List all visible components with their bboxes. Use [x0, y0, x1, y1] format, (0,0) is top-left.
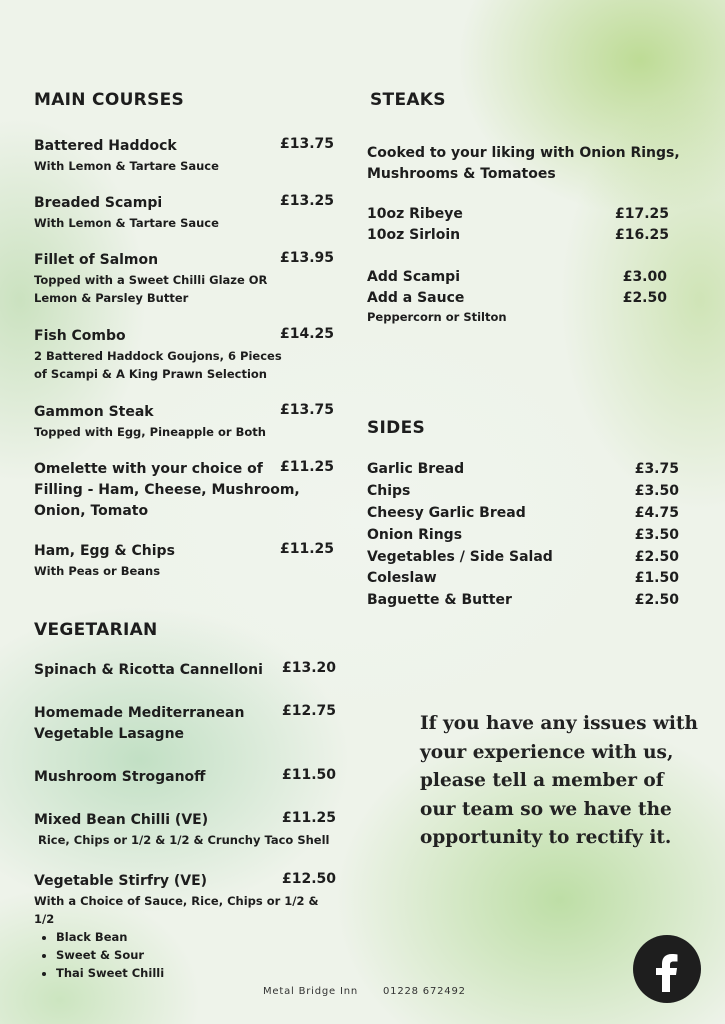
side-name: Coleslaw — [367, 570, 437, 586]
dish-price: £13.95 — [279, 250, 334, 266]
dish-name: Battered Haddock — [34, 138, 177, 154]
side-price: £3.50 — [634, 483, 679, 499]
dish-name: Gammon Steak — [34, 404, 154, 420]
dish-name: Homemade Mediterranean Vegetable Lasagne — [34, 705, 245, 742]
phone-number: 01228 672492 — [383, 986, 466, 997]
extra-name: Add Scampi — [367, 269, 460, 285]
extra-price: £2.50 — [622, 290, 667, 306]
dish-name: Fish Combo — [34, 328, 126, 344]
sauce-note: Peppercorn or Stilton — [367, 310, 507, 324]
menu-item-gammon-steak — [34, 402, 334, 441]
steaks-heading: STEAKS — [370, 90, 446, 110]
dish-name: Omelette with your choice of Filling - Ham, Cheese, Mushroom, Onion, Tomato — [34, 461, 300, 519]
side-name: Vegetables / Side Salad — [367, 549, 553, 565]
dish-price: £14.25 — [279, 326, 334, 342]
side-price: £4.75 — [634, 505, 679, 521]
dish-name: Mushroom Stroganoff — [34, 769, 206, 785]
dish-description: With Lemon & Tartare Sauce — [34, 216, 219, 230]
dish-description: With a Choice of Sauce, Rice, Chips or 1/2 & 1/2 — [34, 894, 319, 926]
main-courses-heading: MAIN COURSES — [34, 90, 185, 110]
facebook-glyph — [650, 946, 684, 992]
list-item: • Sweet & Sour — [56, 946, 336, 964]
dish-description: Rice, Chips or 1/2 & 1/2 & Crunchy Taco Shell — [34, 833, 330, 847]
menu-item-ham-egg-chips — [34, 541, 334, 580]
dish-price: £11.25 — [279, 541, 334, 557]
dish-name: Spinach & Ricotta Cannelloni — [34, 662, 263, 678]
side-price: £3.50 — [634, 527, 679, 543]
dish-name: Vegetable Stirfry (VE) — [34, 873, 208, 889]
dish-name: Ham, Egg & Chips — [34, 543, 175, 559]
side-name: Onion Rings — [367, 527, 463, 543]
venue-name: Metal Bridge Inn — [263, 986, 358, 997]
dish-price: £11.50 — [281, 767, 336, 783]
dish-price: £13.75 — [279, 136, 334, 152]
list-item: • Thai Sweet Chilli — [56, 964, 336, 982]
menu-item-battered-haddock — [34, 136, 334, 175]
facebook-icon[interactable] — [633, 935, 701, 1003]
dish-name: Fillet of Salmon — [34, 252, 159, 268]
dish-description: With Lemon & Tartare Sauce — [34, 159, 219, 173]
dish-description: With Peas or Beans — [34, 564, 161, 578]
dish-price: £13.20 — [281, 660, 336, 676]
stirfry-sauce-options — [34, 928, 336, 982]
steak-price: £16.25 — [614, 227, 669, 243]
vegetarian-heading: VEGETARIAN — [34, 620, 158, 640]
feedback-notice: If you have any issues with your experience with us, please tell a member of our team so we have the opportunity to rectify it. — [420, 713, 698, 848]
extra-name: Add a Sauce — [367, 290, 465, 306]
sides-heading: SIDES — [367, 418, 426, 438]
side-price: £2.50 — [634, 549, 679, 565]
menu-item-stirfry — [34, 871, 336, 982]
list-item: • Black Bean — [56, 928, 336, 946]
dish-name: Breaded Scampi — [34, 195, 163, 211]
dish-price: £11.25 — [281, 810, 336, 826]
dish-price: £12.50 — [281, 871, 336, 887]
dish-price: £13.25 — [279, 193, 334, 209]
steaks-intro: Cooked to your liking with Onion Rings, Mushrooms & Tomatoes — [367, 145, 680, 182]
steak-price: £17.25 — [614, 206, 669, 222]
dish-description: 2 Battered Haddock Goujons, 6 Pieces of Scampi & A King Prawn Selection — [34, 349, 282, 381]
menu-item-fish-combo — [34, 326, 334, 383]
menu-item-bean-chilli — [34, 810, 336, 849]
menu-item-breaded-scampi — [34, 193, 334, 232]
steak-name: 10oz Sirloin — [367, 227, 461, 243]
side-price: £1.50 — [634, 570, 679, 586]
menu-item-cannelloni — [34, 660, 336, 681]
steak-name: 10oz Ribeye — [367, 206, 463, 222]
dish-price: £11.25 — [279, 459, 334, 475]
side-name: Cheesy Garlic Bread — [367, 505, 526, 521]
menu-item-omelette — [34, 459, 334, 522]
side-price: £2.50 — [634, 592, 679, 608]
dish-price: £12.75 — [281, 703, 336, 719]
dish-description: Topped with a Sweet Chilli Glaze OR Lemon & Parsley Butter — [34, 273, 268, 305]
dish-name: Mixed Bean Chilli (VE) — [34, 812, 209, 828]
menu-item-lasagne — [34, 703, 336, 745]
menu-item-stroganoff — [34, 767, 336, 788]
menu-item-fillet-of-salmon — [34, 250, 334, 307]
side-name: Baguette & Butter — [367, 592, 512, 608]
side-name: Garlic Bread — [367, 461, 465, 477]
side-name: Chips — [367, 483, 411, 499]
extra-price: £3.00 — [622, 269, 667, 285]
dish-description: Topped with Egg, Pineapple or Both — [34, 425, 266, 439]
dish-price: £13.75 — [279, 402, 334, 418]
side-price: £3.75 — [634, 461, 679, 477]
